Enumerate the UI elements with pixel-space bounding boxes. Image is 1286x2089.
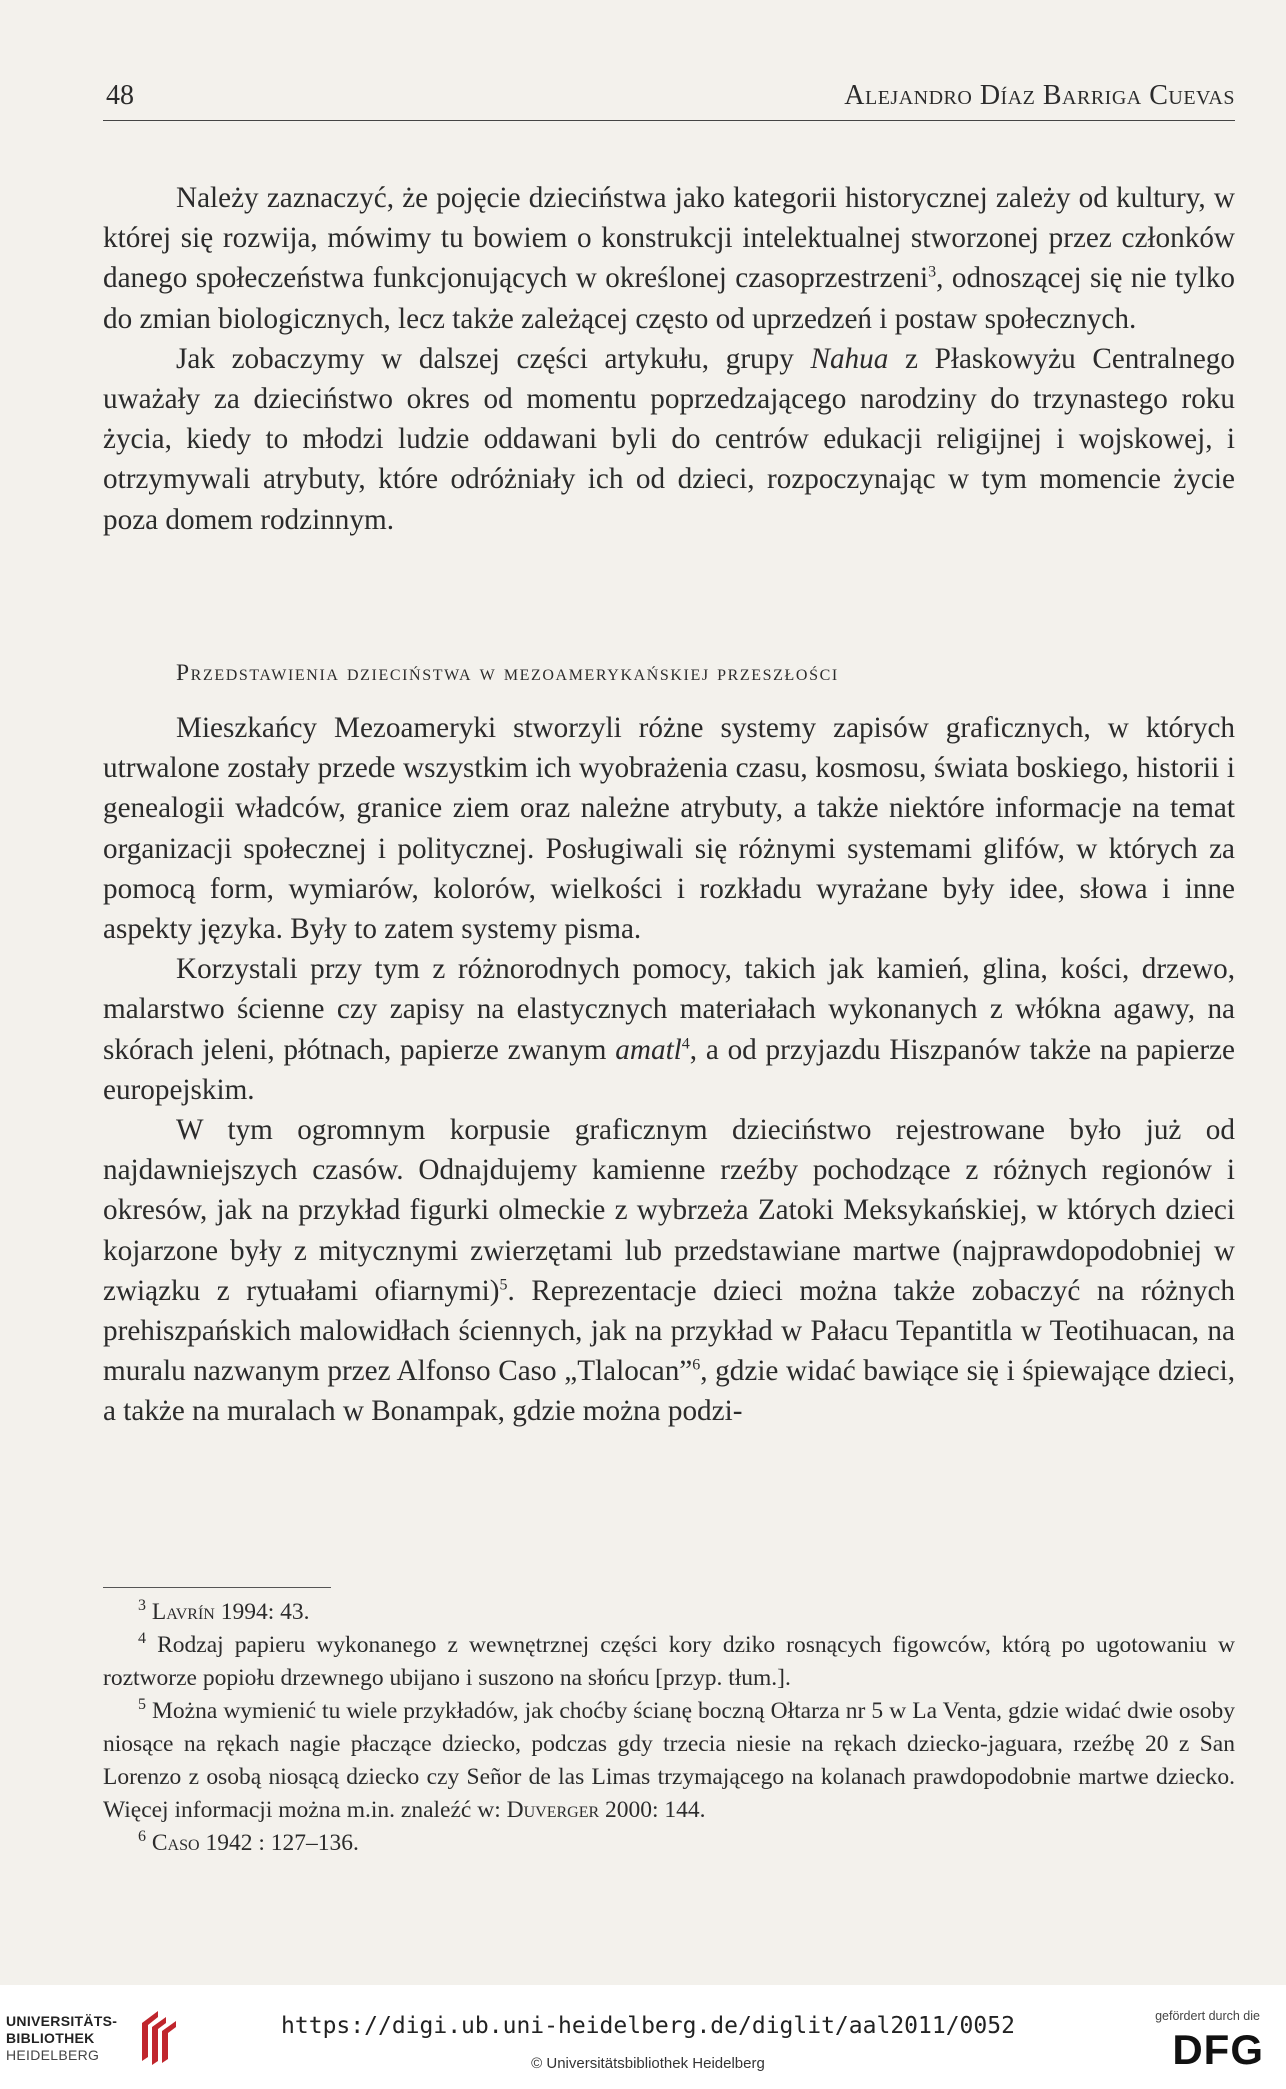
footnotes [103,1596,1235,1860]
funding-note: gefördert durch die [1155,2009,1260,2023]
copyright-notice: © Universitätsbibliothek Heidelberg [531,2055,765,2072]
paragraph: W tym ogromnym korpusie graficznym dzieciństwo rejestrowane było już od najdawniejszych czasów. Odnajdujemy kamienne rzeźby pochodzące z różnych regionów i okresów, jak na przykład figurki olmeckie z wybrzeża Zatoki Meksykańskiej, w których dzieci kojarzone były z mitycznymi zwierzętami lub przedstawiane martwe (najprawdopodobniej w związku z rytuałami ofiarnymi)$^5$. Reprezentacje dzieci można także zobaczyć na różnych prehiszpańskich malowidłach ściennych, jak na przykład w Pałacu Tepantitla w Teotihuacan, na muralu nazwanym przez Alfonso Caso „Tlalocan”$^6$, gdzie widać bawiące się i śpiewające dzieci, a także na muralach w Bonampak, gdzie można podzi- [103,1114,1235,1428]
library-name-line1: UNIVERSITÄTS- [6,2013,118,2029]
footnote-ref[interactable]: 4 [681,1034,690,1052]
library-name-line3: HEIDELBERG [6,2047,100,2063]
page-number: 48 [106,80,134,111]
footnote-separator [103,1587,331,1588]
running-head-author: Alejandro Díaz Barriga Cuevas [844,80,1235,111]
paragraph: Mieszkańcy Mezoameryki stworzyli różne systemy zapisów graficznych, w których utrwalone zostały przede wszystkim ich wyobrażenia czasu, kosmosu, świata boskiego, historii i genealogii władców, granice ziem oraz należne atrybuty, a także niektóre informacje na temat organizacji społecznej i politycznej. Posługiwali się różnymi systemami glifów, w których za pomocą form, wymiarów, kolorów, wielkości i rozkładu wyrażane były idee, słowa i inne aspekty języka. Były to zatem systemy pisma. [103,712,1235,946]
footnote: $^4$ Rodzaj papieru wykonanego z wewnętrznej części kory dziko rosnących figowców, którą po ugotowaniu w roztworze popiołu drzewnego ubijano i suszono na słońcu [przyp. tłum.]. [103,1630,1235,1691]
footnote-ref[interactable]: 3 [928,263,937,281]
body-text-lower [103,708,1235,1432]
permalink-url[interactable]: https://digi.ub.uni-heidelberg.de/diglit/aal2011/0052 [281,2013,1015,2039]
library-name-line2: BIBLIOTHEK [6,2030,95,2046]
footnote: $^6$ Caso 1942 : 127–136. [138,1828,359,1856]
footnote-ref[interactable]: 6 [692,1356,701,1374]
footnote-ref[interactable]: 5 [499,1276,508,1294]
paragraph: Należy zaznaczyć, że pojęcie dzieciństwa jako kategorii historycznej zależy od kultury, w której się rozwija, mówimy tu bowiem o konstrukcji intelektualnej stworzonej przez członków danego społeczeństwa funkcjonujących w określonej czasoprzestrzeni$^3$, odnoszącej się nie tylko do zmian biologicznych, lecz także zależącej często od uprzedzeń i postaw społecznych. [103,182,1235,335]
footnote: $^3$ Lavrín 1994: 43. [138,1597,310,1625]
page-header [103,80,1235,121]
footnote: $^5$ Można wymienić tu wiele przykładów, jak choćby ścianę boczną Ołtarza nr 5 w La Venta, gdzie widać dwie osoby niosące na rękach nagie płaczące dziecko, podczas gdy trzecia niesie na rękach dziecko-jaguara, rzeźbę 20 z San Lorenzo z osobą niosącą dziecko czy Señor de las Limas trzymającego na kolanach prawdopodobnie martwe dziecko. Więcej informacji można m.in. znaleźć w: Duverger 2000: 144. [103,1696,1235,1823]
digitization-footer [0,1985,1286,2089]
paragraph: Korzystali przy tym z różnorodnych pomocy, takich jak kamień, glina, kości, drzewo, malarstwo ścienne czy zapisy na elastycznych materiałach wykonanych z włókna agawy, na skórach jeleni, płótnach, papierze zwanym amatl$^4$, a od przyjazdu Hiszpanów także na papierze europejskim. [103,953,1235,1106]
paragraph: Jak zobaczymy w dalszej części artykułu, grupy Nahua z Płaskowyżu Centralnego uważały za dzieciństwo okres od momentu poprzedzającego narodziny do trzynastego roku życia, kiedy to młodzi ludzie oddawani byli do centrów edukacji religijnej i wojskowej, i otrzymywali atrybuty, które odróżniały ich od dzieci, rozpoczynając w tym momencie życie poza domem rodzinnym. [103,342,1235,536]
section-heading: Przedstawienia dzieciństwa w mezoamerykańskiej przeszłości [176,660,839,686]
body-text-upper [103,178,1235,540]
dfg-logo: DFG [1172,2026,1264,2073]
